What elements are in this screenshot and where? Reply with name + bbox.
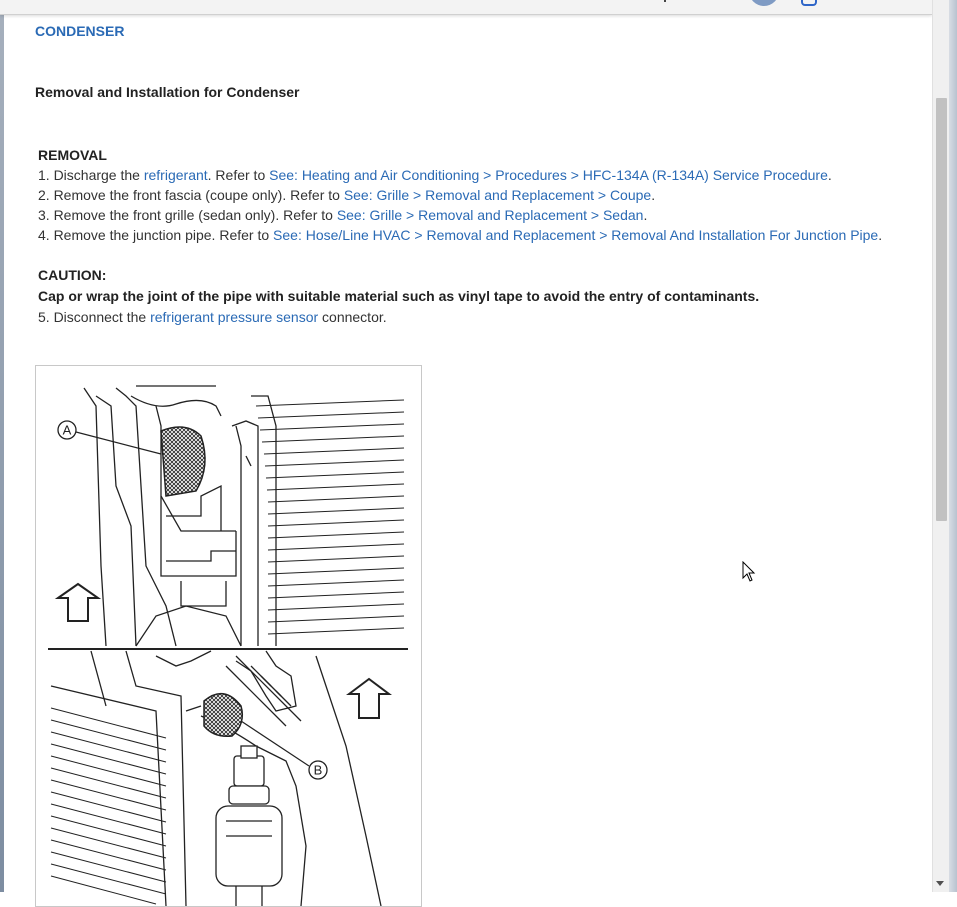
- step-text: .: [651, 187, 656, 203]
- callout-a-label: A: [62, 422, 72, 438]
- window-left-edge: [0, 0, 4, 892]
- upper-structure: [84, 386, 276, 646]
- removal-heading: REMOVAL: [38, 147, 107, 163]
- grille-coupe-link[interactable]: See: Grille > Removal and Replacement > Coupe: [343, 187, 652, 203]
- lower-condenser-fins: [51, 708, 166, 904]
- step-text: 5. Disconnect the: [38, 309, 151, 325]
- pressure-sensor: [216, 746, 282, 906]
- refrigerant-link[interactable]: refrigerant: [143, 167, 208, 183]
- upper-condenser-fins: [256, 400, 404, 634]
- step-text: 2. Remove the front fascia (coupe only). Refer to: [38, 187, 344, 203]
- page-title: CONDENSER: [35, 23, 125, 39]
- top-toolbar: [0, 0, 932, 15]
- step-3: [38, 205, 918, 225]
- wrapped-joint-a: [161, 427, 205, 496]
- wrapped-joint-b: [204, 694, 242, 737]
- scrollbar-thumb[interactable]: [936, 98, 947, 521]
- condenser-illustration: [35, 365, 422, 907]
- tray-icon[interactable]: [801, 0, 817, 6]
- front-arrow-icon: [58, 584, 98, 621]
- vertical-scrollbar[interactable]: [932, 0, 950, 892]
- front-arrow-icon-lower: [349, 679, 389, 718]
- step-4: [38, 225, 918, 245]
- step-text: .: [643, 207, 648, 223]
- caution-text: Cap or wrap the joint of the pipe with suitable material such as vinyl tape to avoid the entry of contaminants.: [38, 288, 760, 304]
- callout-b-label: B: [313, 762, 323, 778]
- step-1: [38, 165, 918, 185]
- step-5: [38, 307, 918, 327]
- hvac-procedure-link[interactable]: See: Heating and Air Conditioning > Procedures > HFC-134A (R-134A) Service Procedure: [269, 167, 828, 183]
- step-text: . Refer to: [207, 167, 270, 183]
- user-avatar-icon[interactable]: [749, 0, 779, 6]
- removal-section: [38, 145, 918, 327]
- mouse-cursor-icon: [742, 561, 756, 583]
- illustration-svg: [36, 366, 421, 906]
- scroll-down-arrow-icon[interactable]: [936, 881, 944, 886]
- step-text: 3. Remove the front grille (sedan only). Refer to: [38, 207, 337, 223]
- step-text: .: [827, 167, 832, 183]
- window-right-edge: [949, 0, 957, 892]
- junction-pipe-link[interactable]: See: Hose/Line HVAC > Removal and Replacement > Removal And Installation For Junction Pipe: [273, 227, 879, 243]
- grille-sedan-link[interactable]: See: Grille > Removal and Replacement > Sedan: [336, 207, 644, 223]
- label-a-callout: [58, 421, 161, 454]
- step-text: 4. Remove the junction pipe. Refer to: [38, 227, 274, 243]
- step-text: 1. Discharge the: [38, 167, 144, 183]
- pressure-sensor-link[interactable]: refrigerant pressure sensor: [150, 309, 319, 325]
- step-text: .: [878, 227, 883, 243]
- caution-label: CAUTION:: [38, 267, 107, 283]
- page-subtitle: Removal and Installation for Condenser: [35, 84, 300, 100]
- caution-block: [38, 265, 918, 307]
- toolbar-separator: [664, 0, 666, 2]
- step-2: [38, 185, 918, 205]
- step-text: connector.: [318, 309, 387, 325]
